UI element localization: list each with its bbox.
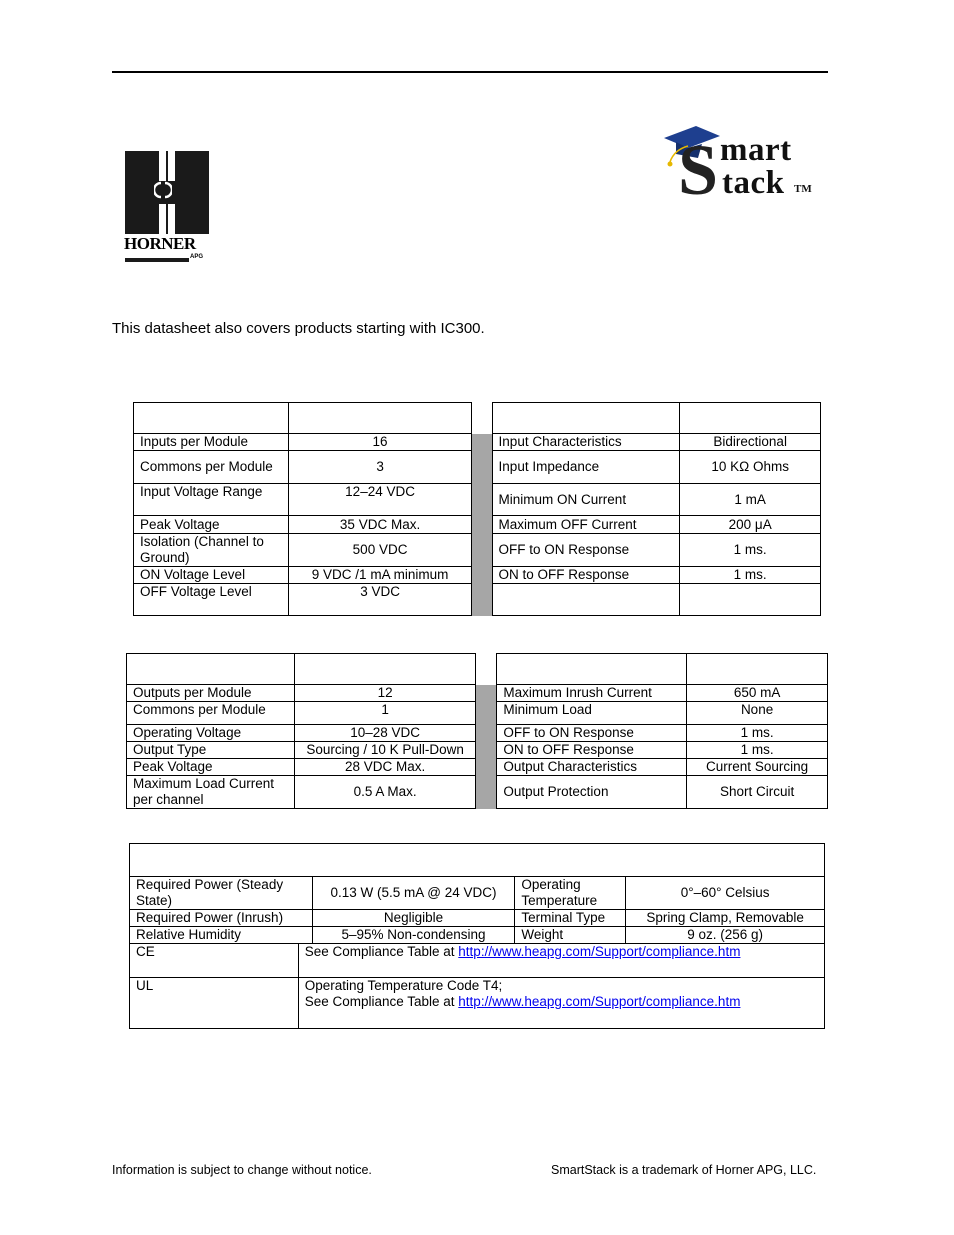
ul-text: See Compliance Table at	[304, 994, 459, 1009]
general-header	[130, 844, 825, 877]
table-cell-label: OFF Voltage Level	[134, 584, 289, 616]
table-cell-value: 28 VDC Max.	[294, 759, 476, 776]
smartstack-s: S	[678, 130, 719, 210]
footer-trademark: SmartStack is a trademark of Horner APG, LLC.	[551, 1163, 817, 1177]
table-cell-value: Bidirectional	[680, 434, 821, 451]
table-cell-label: Inputs per Module	[134, 434, 289, 451]
table-cell-label: Input Voltage Range	[134, 484, 289, 516]
table-cell-label: Output Type	[127, 742, 295, 759]
outputs-header-left	[127, 654, 295, 685]
table-cell-value: Sourcing / 10 K Pull-Down	[294, 742, 476, 759]
table-cell-label: Commons per Module	[134, 451, 289, 484]
table-cell-label: Required Power (Steady State)	[130, 877, 313, 910]
table-cell-value: 12–24 VDC	[288, 484, 472, 516]
table-cell-value: 1 ms.	[680, 534, 821, 567]
column-separator	[472, 434, 492, 584]
table-cell-value: 12	[294, 685, 476, 702]
table-cell-label: Peak Voltage	[134, 516, 289, 534]
table-cell-label: Operating Temperature	[515, 877, 626, 910]
table-cell-label: Outputs per Module	[127, 685, 295, 702]
table-cell-label: Isolation (Channel to Ground)	[134, 534, 289, 567]
table-cell-label: Operating Voltage	[127, 725, 295, 742]
table-cell-label: Weight	[515, 927, 626, 944]
table-cell-value: 3 VDC	[288, 584, 472, 616]
horner-underline	[125, 258, 189, 262]
table-cell-value: Short Circuit	[687, 776, 828, 809]
table-cell-value: 35 VDC Max.	[288, 516, 472, 534]
table-cell-label: Output Protection	[497, 776, 687, 809]
table-cell-value: 200 μA	[680, 516, 821, 534]
table-cell-value: 0.13 W (5.5 mA @ 24 VDC)	[312, 877, 515, 910]
outputs-header-right	[497, 654, 687, 685]
ce-text: See Compliance Table at	[304, 944, 459, 959]
table-cell-label: Maximum Inrush Current	[497, 685, 687, 702]
ul-cell	[298, 978, 824, 1029]
table-cell-label: OFF to ON Response	[492, 534, 680, 567]
horner-apg: APG	[190, 254, 204, 260]
table-cell-value: 9 oz. (256 g)	[626, 927, 825, 944]
table-cell-value: 9 VDC /1 mA minimum	[288, 567, 472, 584]
table-cell-value: None	[687, 702, 828, 725]
table-cell-label: Relative Humidity	[130, 927, 313, 944]
column-separator	[476, 685, 497, 809]
table-cell-value: 10 KΩ Ohms	[680, 451, 821, 484]
table-cell-value: 5–95% Non-condensing	[312, 927, 515, 944]
inputs-header-left-value	[288, 403, 472, 434]
smartstack-tack: tack	[722, 165, 785, 201]
inputs-table	[133, 402, 821, 616]
table-cell-value: 0.5 A Max.	[294, 776, 476, 809]
horner-logo	[125, 151, 209, 234]
table-cell-value: 3	[288, 451, 472, 484]
table-cell-value: 1 ms.	[680, 567, 821, 584]
ce-compliance-link[interactable]: http://www.heapg.com/Support/compliance.htm	[458, 944, 741, 959]
table-cell-label: Terminal Type	[515, 910, 626, 927]
intro-text: This datasheet also covers products starting with IC300.	[112, 320, 485, 337]
table-cell-label: ON to OFF Response	[492, 567, 680, 584]
table-cell-value: Current Sourcing	[687, 759, 828, 776]
table-cell-value: 1	[294, 702, 476, 725]
table-cell-label: Minimum Load	[497, 702, 687, 725]
ul-temp-code: Operating Temperature Code T4;	[304, 978, 503, 993]
table-cell-value: 1 ms.	[687, 725, 828, 742]
table-cell-label: Maximum Load Current per channel	[127, 776, 295, 809]
table-cell-value: 0°–60° Celsius	[626, 877, 825, 910]
header-rule	[112, 71, 828, 73]
horner-ring-icon	[154, 181, 172, 199]
smartstack-mart: mart	[720, 132, 792, 168]
ce-label: CE	[130, 944, 299, 978]
table-cell-value: 500 VDC	[288, 534, 472, 567]
table-cell-label: ON to OFF Response	[497, 742, 687, 759]
outputs-table	[126, 653, 828, 809]
table-cell-label: Minimum ON Current	[492, 484, 680, 516]
ul-label: UL	[130, 978, 299, 1029]
ce-cell	[298, 944, 824, 978]
inputs-header-right	[492, 403, 680, 434]
general-table	[129, 843, 825, 1029]
table-cell-empty	[492, 584, 680, 616]
table-cell-label: Required Power (Inrush)	[130, 910, 313, 927]
smartstack-tm: TM	[794, 183, 812, 195]
horner-wordmark: HORNER	[124, 234, 196, 253]
table-cell-empty	[680, 584, 821, 616]
table-cell-value: 1 ms.	[687, 742, 828, 759]
table-cell-label: Peak Voltage	[127, 759, 295, 776]
table-cell-value: Spring Clamp, Removable	[626, 910, 825, 927]
inputs-header-left	[134, 403, 289, 434]
table-cell-label: Commons per Module	[127, 702, 295, 725]
table-cell-value: Negligible	[312, 910, 515, 927]
table-cell-value: 10–28 VDC	[294, 725, 476, 742]
ul-compliance-link[interactable]: http://www.heapg.com/Support/compliance.htm	[458, 994, 741, 1009]
table-cell-value: 1 mA	[680, 484, 821, 516]
table-cell-label: Maximum OFF Current	[492, 516, 680, 534]
table-cell-label: ON Voltage Level	[134, 567, 289, 584]
table-cell-value: 16	[288, 434, 472, 451]
table-cell-value: 650 mA	[687, 685, 828, 702]
column-separator	[472, 584, 492, 616]
footer-disclaimer: Information is subject to change without notice.	[112, 1163, 372, 1177]
table-cell-label: Input Impedance	[492, 451, 680, 484]
outputs-header-left-value	[294, 654, 476, 685]
table-cell-label: Output Characteristics	[497, 759, 687, 776]
inputs-header-right-value	[680, 403, 821, 434]
outputs-header-right-value	[687, 654, 828, 685]
table-cell-label: OFF to ON Response	[497, 725, 687, 742]
table-cell-label: Input Characteristics	[492, 434, 680, 451]
